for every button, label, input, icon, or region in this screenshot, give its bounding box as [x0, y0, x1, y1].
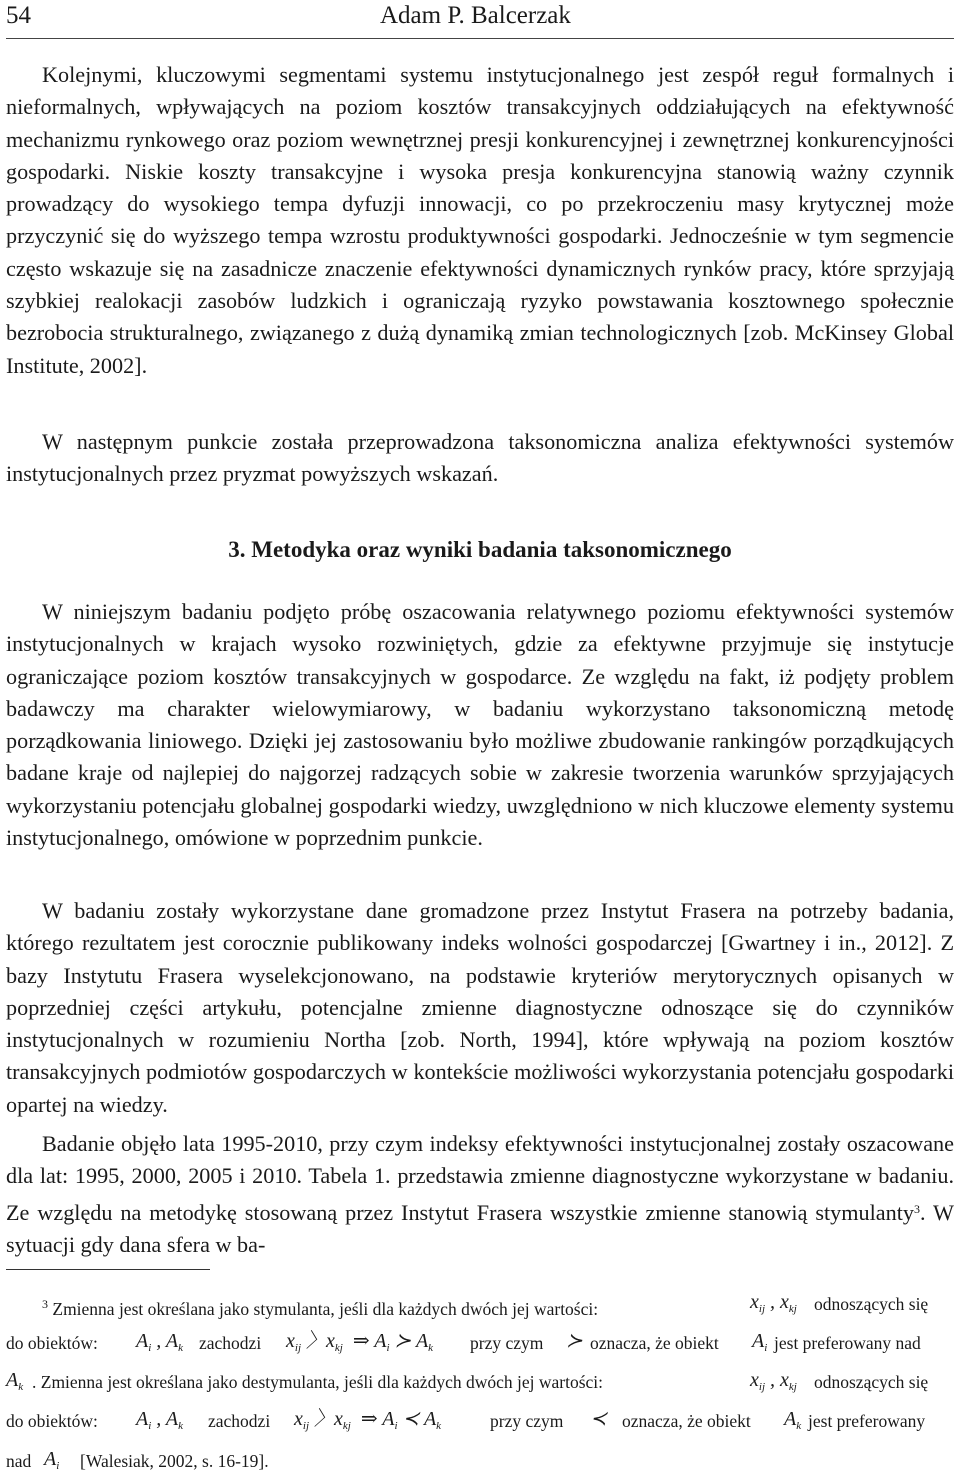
footnote-text: przy czym	[490, 1411, 564, 1431]
footnote-text: do obiektów:	[6, 1333, 98, 1353]
math-expression: $x_{ij}$ 〉$x_{kj}$ ⇒ $A_i$ ≻ $A_k$	[286, 1330, 434, 1354]
footnote-text: . Zmienna jest określana jako destymulanta, jeśli dla każdych dwóch jej wartości:	[32, 1372, 604, 1392]
footnote-text: do obiektów:	[6, 1411, 98, 1431]
footnote-text: oznacza, że obiekt	[590, 1333, 719, 1353]
footnote-number: 3	[42, 1297, 48, 1311]
footnote-text: odnoszących się	[814, 1372, 929, 1392]
paragraph-text: . W sytuacji gdy dana sfera w ba-	[6, 1199, 954, 1257]
math-symbol: ≺	[590, 1408, 607, 1430]
body-paragraph: W następnym punkcie została przeprowadzona taksonomiczna analiza efektywności systemów instytucjonalnych przez pryzmat powyższych wskazań.	[6, 429, 954, 487]
footnote-text: przy czym	[470, 1333, 544, 1353]
math-expression: $A_i$	[752, 1330, 768, 1354]
footnote-text: jest preferowany nad	[774, 1333, 921, 1353]
math-expression: $x_{ij}$ , $x_{kj}$	[750, 1369, 797, 1393]
footnote-text: oznacza, że obiekt	[622, 1411, 751, 1431]
math-expression: $A_i$	[44, 1448, 60, 1472]
body-paragraph	[6, 1128, 954, 1261]
footnote-text: odnoszących się	[814, 1294, 929, 1314]
body-paragraph: W niniejszym badaniu podjęto próbę oszacowania relatywnego poziomu efektywności systemów instytucjonalnych w krajach wysoko rozwiniętych, gdzie za efektywne przyjmuje się instytucje ograniczające poziom kosztów transakcyjnych w gospodarce. Ze względu na fakt, iż podjęty problem badawczy ma charakter wielowymiarowy, w badaniu wykorzystano taksonomiczną metodę porządkowania liniowego. Dzięki jej zastosowaniu było możliwe zbudowanie rankingów porządkujących badane kraje od najlepiej do najgorzej radzących sobie w zakresie tworzenia warunków sprzyjających wykorzystaniu potencjału globalnej gospodarki wiedzy, uwzględniono w nich kluczowe elementy systemu instytucjonalnego, omówione w poprzednim punkcie.	[6, 599, 954, 851]
footnote-text: zachodzi	[208, 1411, 271, 1431]
body-paragraph: W badaniu zostały wykorzystane dane gromadzone przez Instytut Frasera na potrzeby badania, którego rezultatem jest corocznie publikowany indeks wolności gospodarczej [Gwartney i in., 2012]. Z bazy Instytutu Frasera wyselekcjonowano, na podstawie kryteriów merytorycznych opisanych w poprzedniej części artykułu, potencjalne zmienne diagnostyczne odnoszące się do czynników instytucjonalnych w rozumieniu Northa [zob. North, 1994], które wpływają na poziom kosztów transakcyjnych podmiotów gospodarczych w kontekście możliwości wykorzystania potencjału gospodarki opartej na wiedzy.	[6, 898, 954, 1117]
math-expression: $A_k$	[784, 1408, 802, 1432]
math-symbol: ≻	[566, 1330, 583, 1352]
paragraph-text: Badanie objęło lata 1995-2010, przy czym indeksy efektywności instytucjonalnej zostały oszacowane dla lat: 1995, 2000, 2005 i 2010. Tabela 1. przedstawia zmienne diagnostyczne wykorzystane w badaniu. Ze względu na metodykę stosowaną przez Instytut Frasera wszystkie zmienne stanowią stymulanty	[6, 1131, 954, 1225]
math-expression: $A_i$ , $A_k$	[136, 1408, 184, 1432]
footnote-text: zachodzi	[199, 1333, 262, 1353]
footnote-reference: 3	[913, 1201, 920, 1216]
footnote-rule	[6, 1269, 210, 1270]
math-expression: $x_{ij}$ 〉$x_{kj}$ ⇒ $A_i$ ≺ $A_k$	[294, 1408, 442, 1432]
math-expression: $x_{ij}$ , $x_{kj}$	[750, 1291, 797, 1315]
footnote-text: nad	[6, 1451, 32, 1471]
running-head: Adam P. Balcerzak	[380, 2, 571, 29]
math-expression: $A_k$	[6, 1369, 24, 1393]
page-header	[6, 0, 954, 39]
body-paragraph: Kolejnymi, kluczowymi segmentami systemu instytucjonalnego jest zespół reguł formalnych i nieformalnych, wpływających na poziom kosztów transakcyjnych oddziałujących na efektywność mechanizmu rynkowego oraz poziom wewnętrznej presji konkurencyjnej i zewnętrznej konkurencyjności gospodarki. Niskie koszty transakcyjne i wysoka presja konkurencyjna stanowią ważny czynnik prowadzący do wysokiego tempa dyfuzji innowacji, co po przekroczeniu masy krytycznej może przyczynić się do wyższego tempa wzrostu produktywności gospodarki. Jednocześnie w tym segmencie często wskazuje się na zasadnicze znaczenie efektywności dynamicznych rynków pracy, które sprzyjają szybkiej realokacji zasobów ludzkich i ograniczają ryzyko powstawania kosztownego społecznie bezrobocia strukturalnego, związanego z dużą dynamiką zmian technologicznych [zob. McKinsey Global Institute, 2002].	[6, 62, 954, 378]
page-number: 54	[6, 2, 31, 29]
footnote-text: Zmienna jest określana jako stymulanta, jeśli dla każdych dwóch jej wartości:	[52, 1299, 599, 1319]
footnote-text: [Walesiak, 2002, s. 16-19].	[80, 1451, 269, 1471]
math-expression: $A_i$ , $A_k$	[136, 1330, 184, 1354]
section-heading: 3. Metodyka oraz wyniki badania taksonomicznego	[228, 537, 732, 562]
footnote-text: jest preferowany	[808, 1411, 926, 1431]
